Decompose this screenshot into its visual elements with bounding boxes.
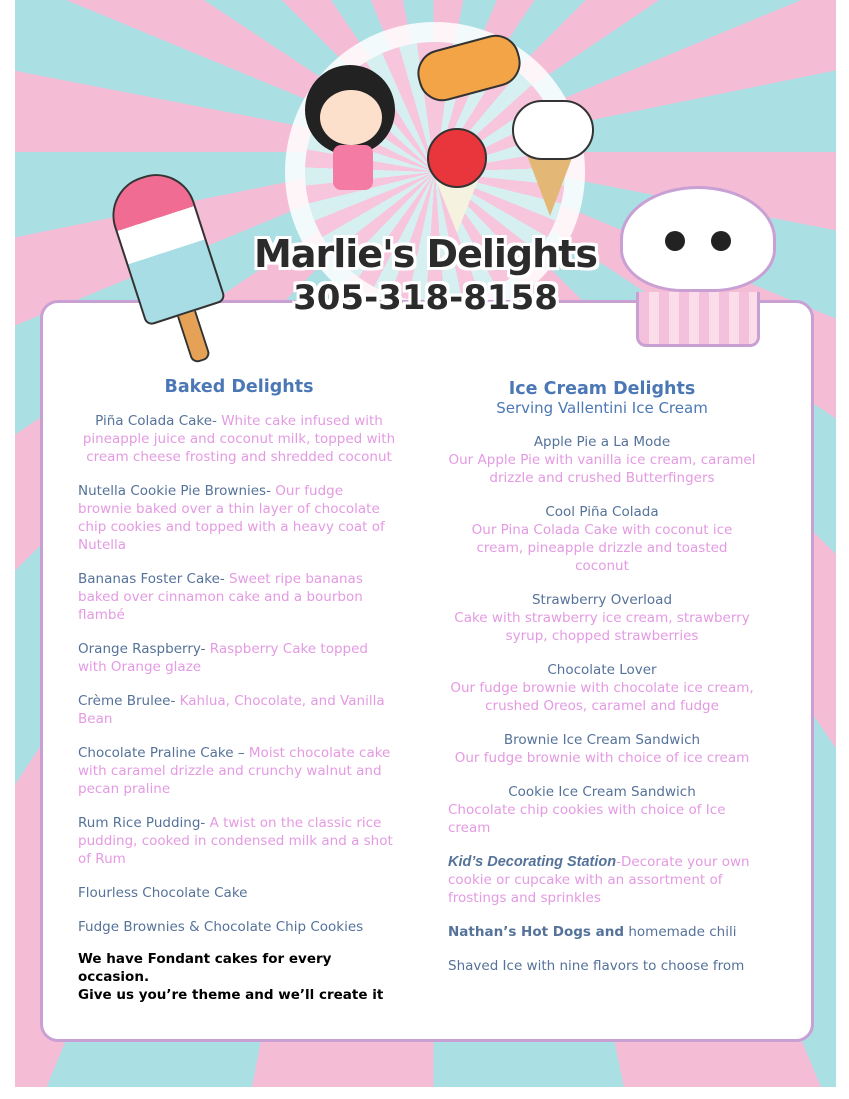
baked-item-desc: Our fudge brownie baked over a thin layer of chocolate chip cookies and topped with a heavy coat of Nutella — [78, 483, 385, 553]
ice-cream-item-desc: Chocolate chip cookies with choice of Ice cream — [448, 802, 726, 836]
baked-item-desc: Raspberry Cake topped with Orange glaze — [78, 641, 368, 675]
baked-delights-heading: Baked Delights — [164, 377, 314, 397]
baked-item — [78, 482, 400, 554]
snowcone-illustration — [427, 128, 487, 188]
baked-item-name: Rum Rice Pudding- — [78, 815, 206, 831]
ice-cream-item-name: Cookie Ice Cream Sandwich — [508, 784, 696, 800]
ice-cream-item-name: Brownie Ice Cream Sandwich — [503, 732, 701, 748]
fondant-note — [78, 950, 400, 1004]
baked-item-name: Piña Colada Cake- — [95, 413, 217, 429]
baked-item-desc: Kahlua, Chocolate, and Vanilla Bean — [78, 693, 385, 727]
baked-item-desc: Sweet ripe bananas baked over cinnamon cake and a bourbon flambé — [78, 571, 363, 623]
ice-cream-item — [448, 661, 756, 715]
fondant-note-line2: Give us you’re theme and we’ll create it — [78, 987, 384, 1003]
baked-item — [78, 884, 400, 902]
baked-item-name: Orange Raspberry- — [78, 641, 206, 657]
business-name: Marlie's Delights — [254, 232, 597, 276]
ice-cream-heading: Ice Cream Delights — [508, 379, 696, 399]
girl-body-illustration — [333, 145, 373, 190]
fondant-note-line1: We have Fondant cakes for every occasion. — [78, 951, 332, 985]
baked-item — [78, 744, 400, 798]
baked-item — [78, 570, 400, 624]
ice-cream-item-name: Chocolate Lover — [547, 662, 657, 678]
kids-station-desc: -Decorate your own cookie or cupcake with an assortment of frostings and sprinkles — [448, 854, 750, 906]
ice-cream-item-desc: Cake with strawberry ice cream, strawberry syrup, chopped strawberries — [454, 610, 750, 644]
hotdogs-bold: Nathan’s Hot Dogs and — [448, 924, 625, 940]
ice-cream-subtitle: Serving Vallentini Ice Cream — [496, 399, 708, 417]
ice-cream-item-name: Cool Piña Colada — [545, 504, 659, 520]
baked-item-name: Bananas Foster Cake- — [78, 571, 225, 587]
kids-station-item — [448, 853, 756, 907]
ice-cream-item-desc: Our fudge brownie with chocolate ice cream, crushed Oreos, caramel and fudge — [450, 680, 754, 714]
shaved-ice-item: Shaved Ice with nine flavors to choose from — [448, 958, 745, 974]
baked-delights-column — [78, 378, 400, 1004]
ice-cream-item-desc: Our fudge brownie with choice of ice cream — [454, 750, 750, 766]
ice-cream-item — [448, 731, 756, 767]
ice-cream-item — [448, 503, 756, 575]
baked-item — [78, 814, 400, 868]
ice-cream-item-desc: Our Apple Pie with vanilla ice cream, caramel drizzle and crushed Butterfingers — [448, 452, 756, 486]
phone-number: 305-318-8158 — [293, 278, 558, 318]
ice-cream-item — [448, 433, 756, 487]
baked-item-desc: A twist on the classic rice pudding, cooked in condensed milk and a shot of Rum — [78, 815, 393, 867]
baked-item — [78, 918, 400, 936]
hotdogs-item — [448, 923, 756, 941]
icecream-scoop-illustration — [512, 100, 594, 160]
baked-item-name: Crème Brulee- — [78, 693, 176, 709]
baked-item-desc: White cake infused with pineapple juice and coconut milk, topped with cream cheese frosting and shredded coconut — [82, 413, 396, 465]
kids-station-name: Kid’s Decorating Station — [448, 854, 617, 870]
baked-item-name: Flourless Chocolate Cake — [78, 885, 248, 901]
ice-cream-item — [448, 783, 756, 837]
baked-item-name: Nutella Cookie Pie Brownies- — [78, 483, 271, 499]
girl-face-illustration — [320, 90, 382, 145]
ice-cream-item-name: Apple Pie a La Mode — [533, 434, 671, 450]
hotdogs-rest: homemade chili — [624, 924, 737, 940]
baked-item — [78, 412, 400, 466]
ice-cream-item — [448, 591, 756, 645]
baked-item-name: Fudge Brownies & Chocolate Chip Cookies — [78, 919, 364, 935]
ice-cream-item-desc: Our Pina Colada Cake with coconut ice cream, pineapple drizzle and toasted coconut — [471, 522, 733, 574]
baked-item — [78, 640, 400, 676]
baked-item-name: Chocolate Praline Cake – — [78, 745, 249, 761]
baked-item — [78, 692, 400, 728]
baked-item-desc: Moist chocolate cake with caramel drizzle and crunchy walnut and pecan praline — [78, 745, 391, 797]
ice-cream-item-name: Strawberry Overload — [531, 592, 673, 608]
ice-cream-delights-column — [448, 380, 756, 975]
